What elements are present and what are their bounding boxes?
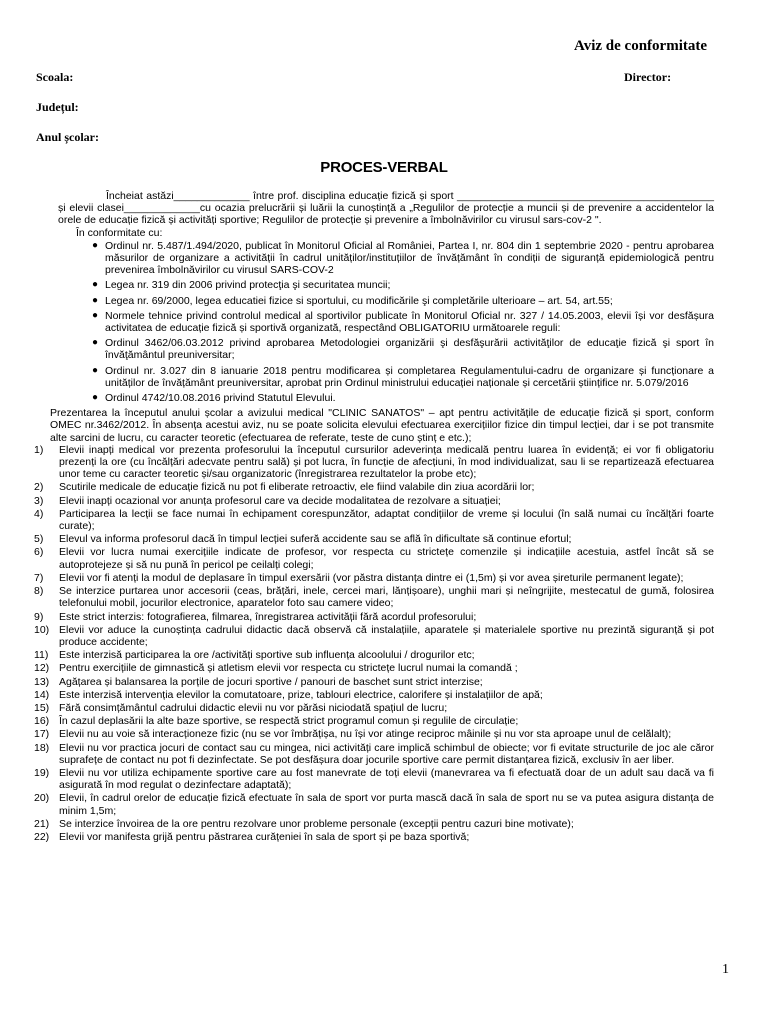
- rule-text: În cazul deplasării la alte baze sportive, se respectă strict programul comun și regulile de circulație;: [59, 715, 519, 728]
- rule-number: 19): [34, 766, 50, 779]
- rule-number: 10): [34, 623, 50, 636]
- rule-item: [34, 533, 714, 545]
- document-body: [34, 190, 714, 844]
- prezentarea-paragraph: Prezentarea la începutul anului școlar a avizului medical "CLINIC SANATOS" – apt pentru activitățile de educație fizică și sport, conform OMEC nr.3462/2012. În absența acestui aviz, nu se poate solicita elevului efectuarea exercițiilor fizice din timpul lecției, dar i se pot transmite alte sarcini de lucru, cu caracter teoretic (efectuarea de referate, teste de cuno știnț e etc.);: [50, 407, 714, 444]
- rule-number: 16): [34, 715, 50, 728]
- rule-number: 22): [34, 830, 50, 843]
- rule-item: [34, 508, 714, 532]
- list-item: [58, 295, 714, 307]
- list-item: [58, 240, 714, 277]
- bullet-text: Legea nr. 319 din 2006 privind protecţia şi securitatea muncii;: [105, 279, 391, 292]
- rule-number: 12): [34, 662, 50, 675]
- bullet-icon: ●: [92, 364, 99, 376]
- rule-number: 3): [34, 494, 44, 507]
- intro-paragraph: Încheiat astăzi_____________ între prof. disciplina educație fizică și sport ____________________________________________ și elevii clasei_____________cu ocazia prelucrării și luării la cunoștință a „Regulilor de protecție a muncii și de prevenire a accidentelor la orele de educație fizică și activități sportive; Regulilor de protecție și prevenire a îmbolnăvirilor cu virusul sars-cov-2 ".: [58, 190, 714, 227]
- rule-item: [34, 611, 714, 623]
- rule-item: [34, 649, 714, 661]
- rule-number: 9): [34, 610, 44, 623]
- bullet-text: Ordinul nr. 3.027 din 8 ianuarie 2018 pentru modificarea și completarea Regulamentului-cadru de organizare și funcționare a unităților de învățământ preuniversitar, aprobat prin Ordinul ministrului educației naționale și cercetării științifice nr. 5.079/2016: [105, 364, 714, 389]
- bullet-text: Normele tehnice privind controlul medical al sportivilor publicate în Monitorul Oficial nr. 327 / 14.05.2003, elevii își vor desfășura activitatea de educație fizică și sportivă organizată, respectând OBLIGATORIU următoarele reguli:: [105, 309, 714, 335]
- page-title: PROCES-VERBAL: [320, 159, 448, 176]
- rule-item: [34, 742, 714, 766]
- director-label: Director:: [624, 70, 672, 84]
- aviz-heading: Aviz de conformitate: [574, 38, 708, 54]
- rule-item: [34, 495, 714, 507]
- rule-text: Se interzice învoirea de la ore pentru rezolvare unor probleme personale (excepții pentru cazuri bine motivate);: [59, 817, 574, 830]
- rule-item: [34, 585, 714, 609]
- rule-item: [34, 546, 714, 570]
- rule-number: 15): [34, 701, 50, 714]
- rule-text: Participarea la lecții se face numai în echipament corespunzător, adaptat condițiilor de vreme și locului (în sală numai cu încălțări foarte curate);: [59, 507, 714, 533]
- rule-number: 14): [34, 688, 50, 701]
- rule-text: Elevii nu vor practica jocuri de contact sau cu mingea, nici activități care implică schimbul de obiecte; vor fi evitate structurile de joc ale căror suprafețe de contact nu pot fi dezinfectate. Se pot desfășura doar jocurile sportive care permit distanțarea fizică, exclusiv în aer liber.: [59, 741, 714, 766]
- rule-number: 17): [34, 728, 50, 741]
- rule-item: [34, 715, 714, 727]
- rule-number: 6): [34, 546, 44, 559]
- rule-number: 13): [34, 675, 50, 688]
- rule-number: 21): [34, 817, 50, 830]
- rule-text: Elevii vor lucra numai exercițiile indicate de profesor, vor respecta cu strictețe comenzile și indicațiile acestuia, astfel încât să se autoprotejeze și să nu pună în pericol pe ceilalți colegi;: [59, 546, 714, 571]
- page-number: 1: [722, 962, 729, 977]
- bullet-icon: ●: [92, 337, 99, 349]
- rule-item: [34, 572, 714, 584]
- rule-text: Elevii vor fi atenți la modul de deplasare în timpul exersării (vor păstra distanța dintre ei (1,5m) și vor avea șireturile permanent legate);: [59, 571, 684, 584]
- bullet-icon: ●: [92, 279, 99, 291]
- rule-item: [34, 818, 714, 830]
- rule-text: Este interzisă intervenția elevilor la comutatoare, prize, tablouri electrice, calorifere și instalațiilor de apă;: [59, 688, 543, 701]
- rule-text: Elevii vor aduce la cunoștința cadrului didactic dacă observă că instalațiile, aparatele și materialele sportive nu prezintă siguranță și pot produce accidente;: [59, 623, 714, 648]
- scoala-label: Scoala:: [36, 70, 74, 84]
- list-item: [58, 279, 714, 291]
- rule-text: Elevii, în cadrul orelor de educație fizică efectuate în sala de sport vor purta mască dacă în sala de sport nu se va putea asigura distanța de minim 1,5m;: [59, 792, 714, 817]
- rule-text: Pentru exercițiile de gimnastică și atletism elevii vor respecta cu strictețe lucrul numai la comandă ;: [59, 662, 518, 675]
- rule-number: 8): [34, 585, 44, 598]
- rule-number: 7): [34, 571, 44, 584]
- bullet-icon: ●: [92, 309, 99, 321]
- rule-text: Elevul va informa profesorul dacă în timpul lecției suferă accidente sau se află în dificultate să continue efortul;: [59, 533, 572, 546]
- rule-item: [34, 767, 714, 791]
- list-item: [58, 310, 714, 334]
- judetul-label: Județul:: [36, 100, 79, 114]
- rule-text: Elevii inapți ocazional vor anunța profesorul care va decide modalitatea de rezolvare a situației;: [59, 494, 501, 507]
- rule-item: [34, 831, 714, 843]
- rule-item: [34, 662, 714, 674]
- rule-item: [34, 689, 714, 701]
- list-item: [58, 365, 714, 389]
- rule-text: Elevii inapți medical vor prezenta profesorului la începutul cursurilor adeverința medicală pentru luarea în evidență; ei vor fi obligatoriu prezenți la ore (cu încălțări adecvate pentru sală) și pot lucra, în funcție de afecțiuni, în mod individualizat, sau li se repartizează efectuarea unor teme cu caracter teoretic și/sau organizatoric (înregistrarea rezultatelor la probe etc);: [59, 443, 714, 481]
- rule-item: [34, 481, 714, 493]
- rule-text: Agățarea și balansarea la porțile de jocuri sportive / panouri de baschet sunt strict interzise;: [59, 675, 483, 688]
- rule-number: 1): [34, 443, 44, 456]
- bullet-text: Ordinul nr. 5.487/1.494/2020, publicat în Monitorul Oficial al României, Partea I, nr. 804 din 1 septembrie 2020 - pentru aprobarea măsurilor de organizare a activității în cadrul unităților/instituțiilor de învățământ în condiții de siguranță epidemiologică pentru prevenirea îmbolnăvirilor cu virusul SARS-COV-2: [105, 239, 714, 277]
- bullet-icon: ●: [92, 294, 99, 306]
- rule-item: [34, 728, 714, 740]
- list-item: [58, 392, 714, 404]
- list-item: [58, 337, 714, 361]
- rule-text: Elevii nu au voie să interacționeze fizic (nu se vor îmbrățișa, nu își vor atinge reciproc mâinile și nu vor sta aproape unul de celălalt);: [59, 728, 672, 741]
- bullet-icon: ●: [92, 392, 99, 404]
- rule-text: Fără consimțământul cadrului didactic elevii nu vor părăsi niciodată spațiul de lucru;: [59, 701, 448, 714]
- bullet-text: Ordinul 3462/06.03.2012 privind aprobarea Metodologiei organizării şi desfăşurării activităţilor de educaţie fizică şi sport în învăţământul preuniversitar;: [105, 337, 714, 362]
- rule-item: [34, 792, 714, 816]
- rule-text: Este interzisă participarea la ore /activități sportive sub influența alcoolului / drogurilor etc;: [59, 649, 475, 662]
- rules-list: [34, 444, 714, 843]
- rule-text: Scutirile medicale de educație fizică nu pot fi eliberate retroactiv, ele fiind valabile din ziua acordării lor;: [59, 481, 535, 494]
- bullet-icon: ●: [92, 239, 99, 251]
- rule-text: Este strict interzis: fotografierea, filmarea, înregistrarea activității fără acordul profesorului;: [59, 610, 477, 623]
- rule-number: 20): [34, 792, 50, 805]
- rule-item: [34, 444, 714, 481]
- rule-number: 5): [34, 533, 44, 546]
- rule-text: Elevii vor manifesta grijă pentru păstrarea curățeniei în sala de sport și pe baza sportivă;: [59, 830, 470, 843]
- anul-scolar-label: Anul școlar:: [36, 130, 99, 144]
- conform-label: În conformitate cu:: [76, 226, 163, 239]
- rule-text: Se interzice purtarea unor accesorii (ceas, brățări, inele, cercei mari, lănțișoare), unghii mari și neîngrijite, mestecatul de gumă, folosirea telefonului mobil, jocurilor electronice, aparatelor foto sau camere video;: [59, 585, 714, 610]
- rule-item: [34, 676, 714, 688]
- rule-number: 4): [34, 507, 44, 520]
- bullet-text: Legea nr. 69/2000, legea educatiei fizice si sportului, cu modificările şi completările ulterioare – art. 54, art.55;: [105, 294, 613, 307]
- rule-number: 2): [34, 481, 44, 494]
- bullet-text: Ordinul 4742/10.08.2016 privind Statutul Elevului.: [105, 392, 336, 405]
- rule-item: [34, 624, 714, 648]
- rule-number: 18): [34, 741, 50, 754]
- rule-item: [34, 702, 714, 714]
- rule-number: 11): [34, 649, 49, 662]
- legal-references-list: [58, 240, 714, 404]
- rule-text: Elevii nu vor utiliza echipamente sportive care au fost manevrate de toți elevii (manevrarea va fi efectuată doar de un adult sau dacă va fi asigurată în mod regulat o dezinfectare adaptată);: [59, 766, 714, 792]
